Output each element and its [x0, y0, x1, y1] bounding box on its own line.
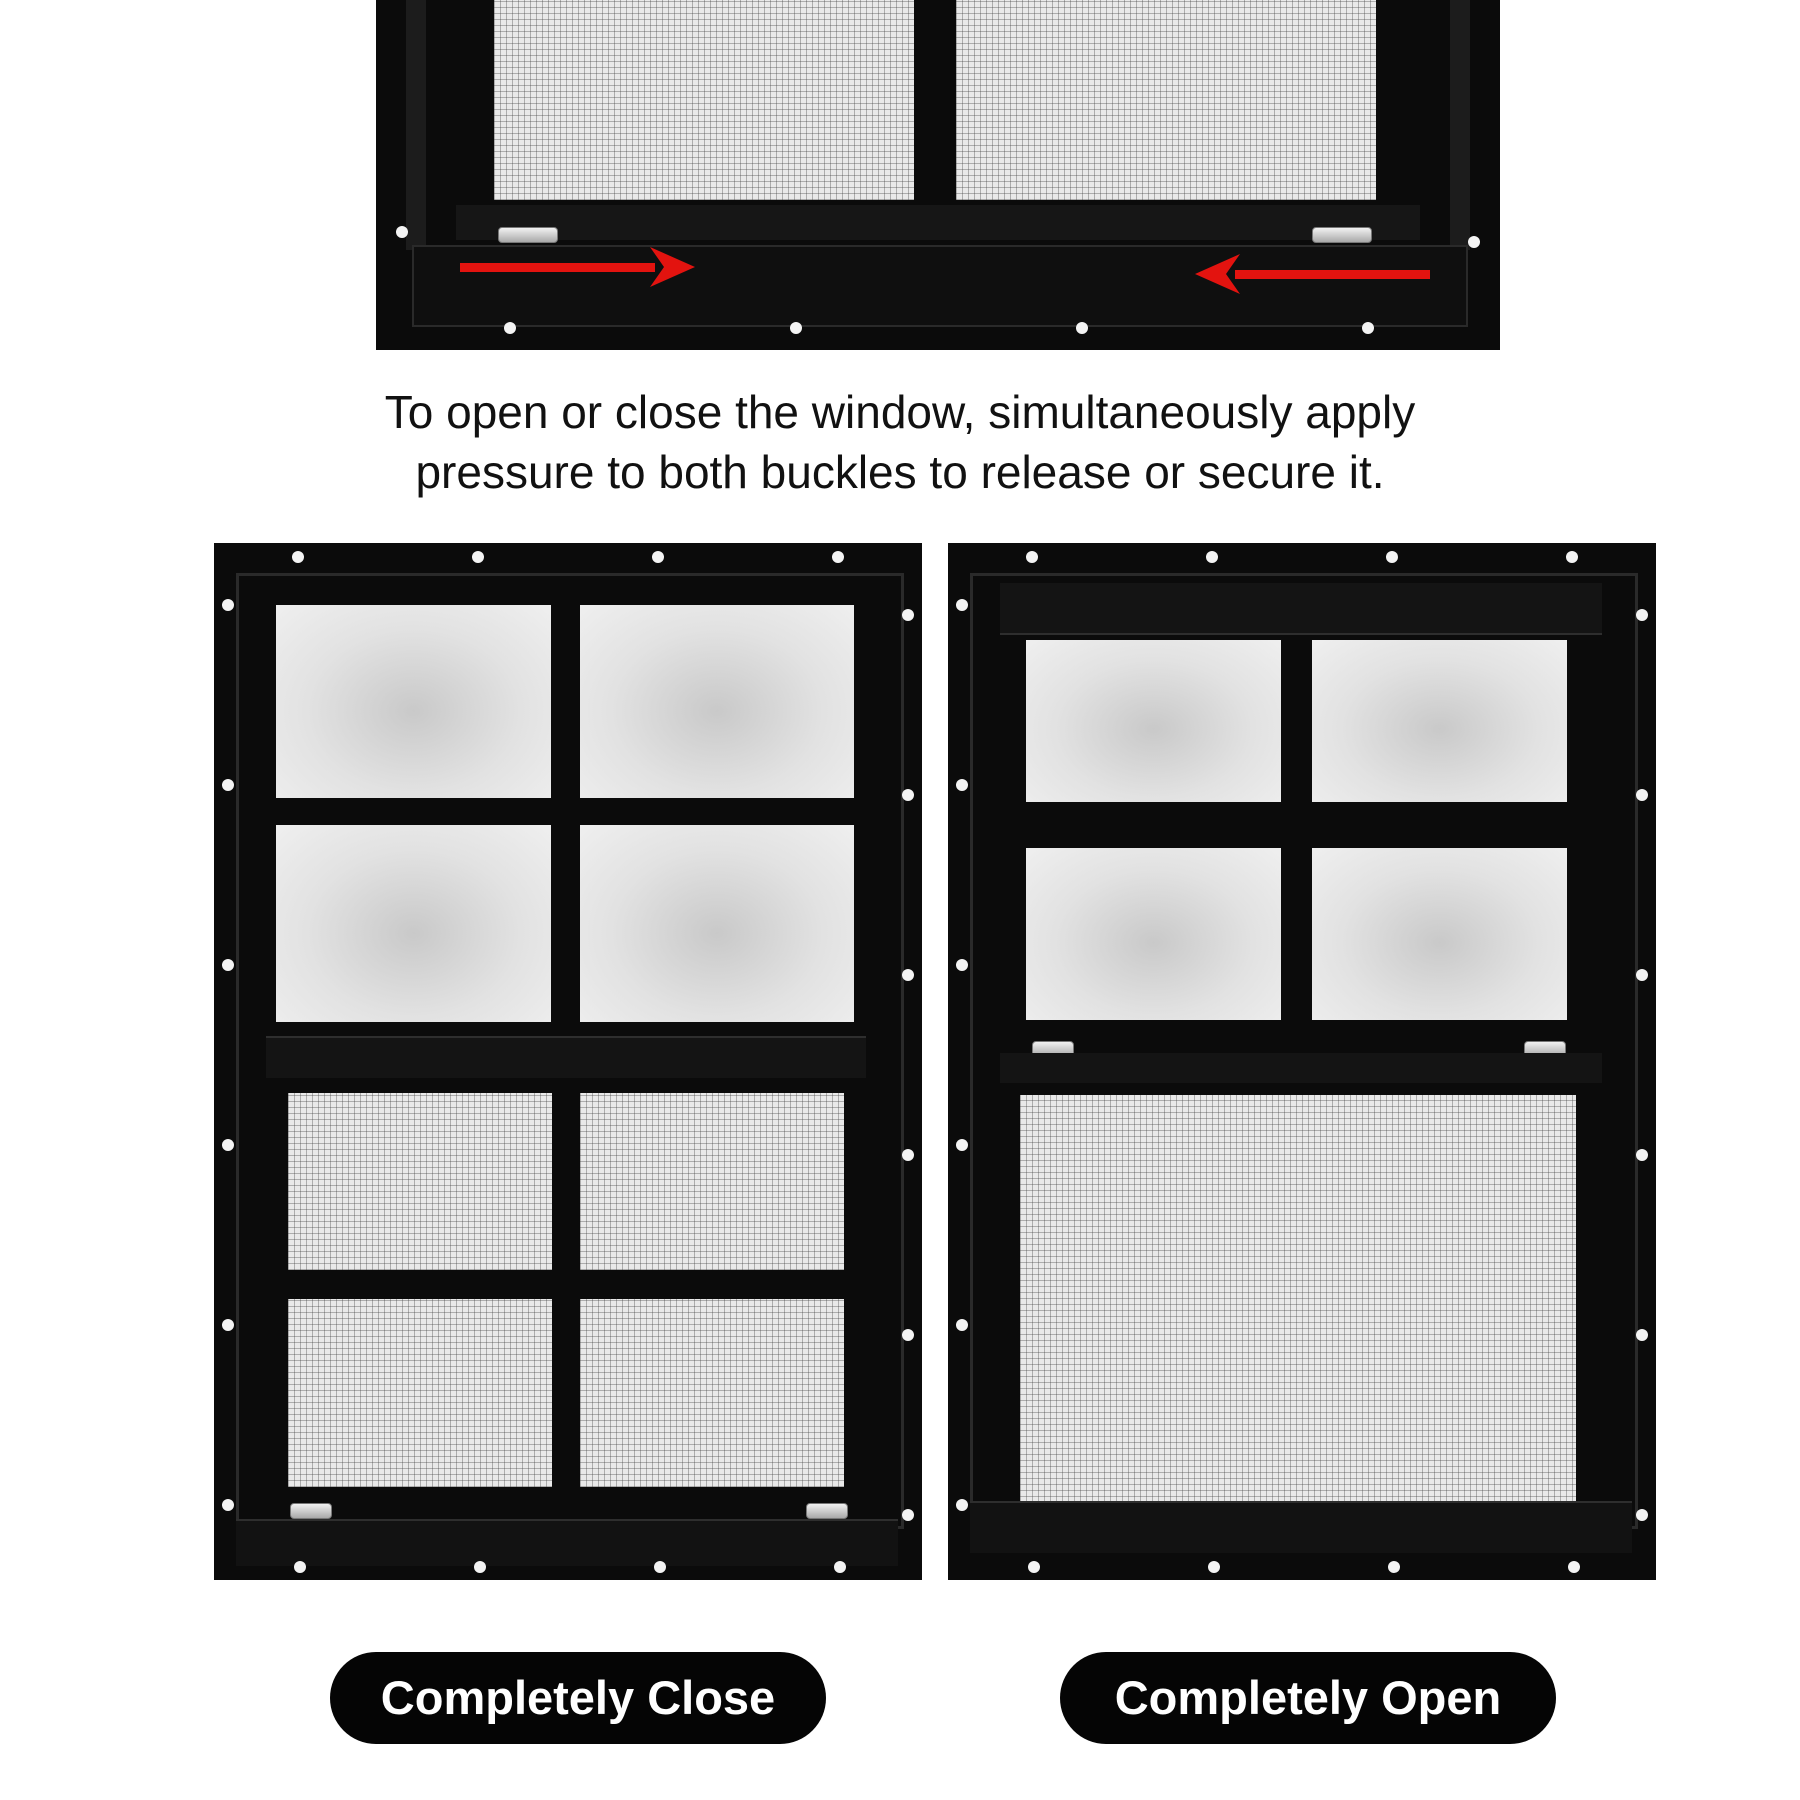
screw	[294, 1561, 306, 1573]
detail-screen-left	[494, 0, 914, 200]
detail-side-rail-right	[1450, 0, 1470, 250]
screw	[396, 226, 408, 238]
glass-pane	[1312, 640, 1567, 802]
screw	[956, 1139, 968, 1151]
screw	[1636, 1509, 1648, 1521]
screw	[902, 969, 914, 981]
screw	[902, 1329, 914, 1341]
raised-sash-bottom-rail	[1000, 1053, 1602, 1083]
screen-pane-open	[1020, 1095, 1576, 1515]
screw	[956, 1499, 968, 1511]
window-closed	[214, 543, 922, 1580]
screen-pane	[288, 1093, 552, 1270]
glass-pane	[1026, 640, 1281, 802]
screw	[1386, 551, 1398, 563]
screw	[1636, 609, 1648, 621]
buckle-left	[498, 227, 558, 243]
glass-pane	[580, 605, 854, 798]
screw	[902, 609, 914, 621]
buckle-left	[290, 1503, 332, 1519]
screw	[832, 551, 844, 563]
raised-sash-top-rail	[1000, 583, 1602, 635]
screw	[1208, 1561, 1220, 1573]
screen-pane	[580, 1093, 844, 1270]
instruction-line-2: pressure to both buckles to release or secure it.	[415, 446, 1385, 498]
screw	[902, 1509, 914, 1521]
bottom-rail	[236, 1519, 898, 1566]
screw	[292, 551, 304, 563]
screw	[1028, 1561, 1040, 1573]
screw	[1636, 969, 1648, 981]
screw	[1468, 236, 1480, 248]
label-completely-open: Completely Open	[1060, 1652, 1556, 1744]
screw	[652, 551, 664, 563]
buckle-right	[806, 1503, 848, 1519]
screw	[222, 599, 234, 611]
screw	[1026, 551, 1038, 563]
screen-pane	[288, 1299, 552, 1487]
detail-screen-right	[956, 0, 1376, 200]
screw	[956, 1319, 968, 1331]
screw	[956, 779, 968, 791]
window-open	[948, 543, 1656, 1580]
screw	[1636, 1329, 1648, 1341]
screw	[504, 322, 516, 334]
red-arrow-left-icon	[1190, 252, 1430, 297]
sash-meeting-rail	[266, 1036, 866, 1078]
screw	[902, 1149, 914, 1161]
screw	[902, 789, 914, 801]
label-completely-close: Completely Close	[330, 1652, 826, 1744]
screw	[790, 322, 802, 334]
screw	[1388, 1561, 1400, 1573]
screw	[1206, 551, 1218, 563]
screw	[1636, 1149, 1648, 1161]
screw	[472, 551, 484, 563]
screw	[222, 1139, 234, 1151]
screw	[654, 1561, 666, 1573]
detail-window-bottom	[376, 0, 1500, 350]
bottom-rail	[970, 1501, 1632, 1553]
screw	[956, 599, 968, 611]
screw	[956, 959, 968, 971]
screen-pane	[580, 1299, 844, 1487]
screw	[1566, 551, 1578, 563]
detail-sash-rail	[456, 205, 1420, 240]
screw	[1636, 789, 1648, 801]
screw	[1362, 322, 1374, 334]
glass-pane	[276, 605, 551, 798]
screw	[474, 1561, 486, 1573]
screw	[222, 1319, 234, 1331]
glass-pane	[580, 825, 854, 1022]
buckle-right	[1312, 227, 1372, 243]
screw	[222, 959, 234, 971]
screw	[222, 779, 234, 791]
red-arrow-right-icon	[460, 245, 700, 290]
detail-side-rail-left	[406, 0, 426, 250]
screw	[834, 1561, 846, 1573]
screw	[222, 1499, 234, 1511]
instruction-line-1: To open or close the window, simultaneously apply	[384, 386, 1416, 438]
glass-pane	[1026, 848, 1281, 1020]
screw	[1076, 322, 1088, 334]
screw	[1568, 1561, 1580, 1573]
glass-pane	[1312, 848, 1567, 1020]
glass-pane	[276, 825, 551, 1022]
